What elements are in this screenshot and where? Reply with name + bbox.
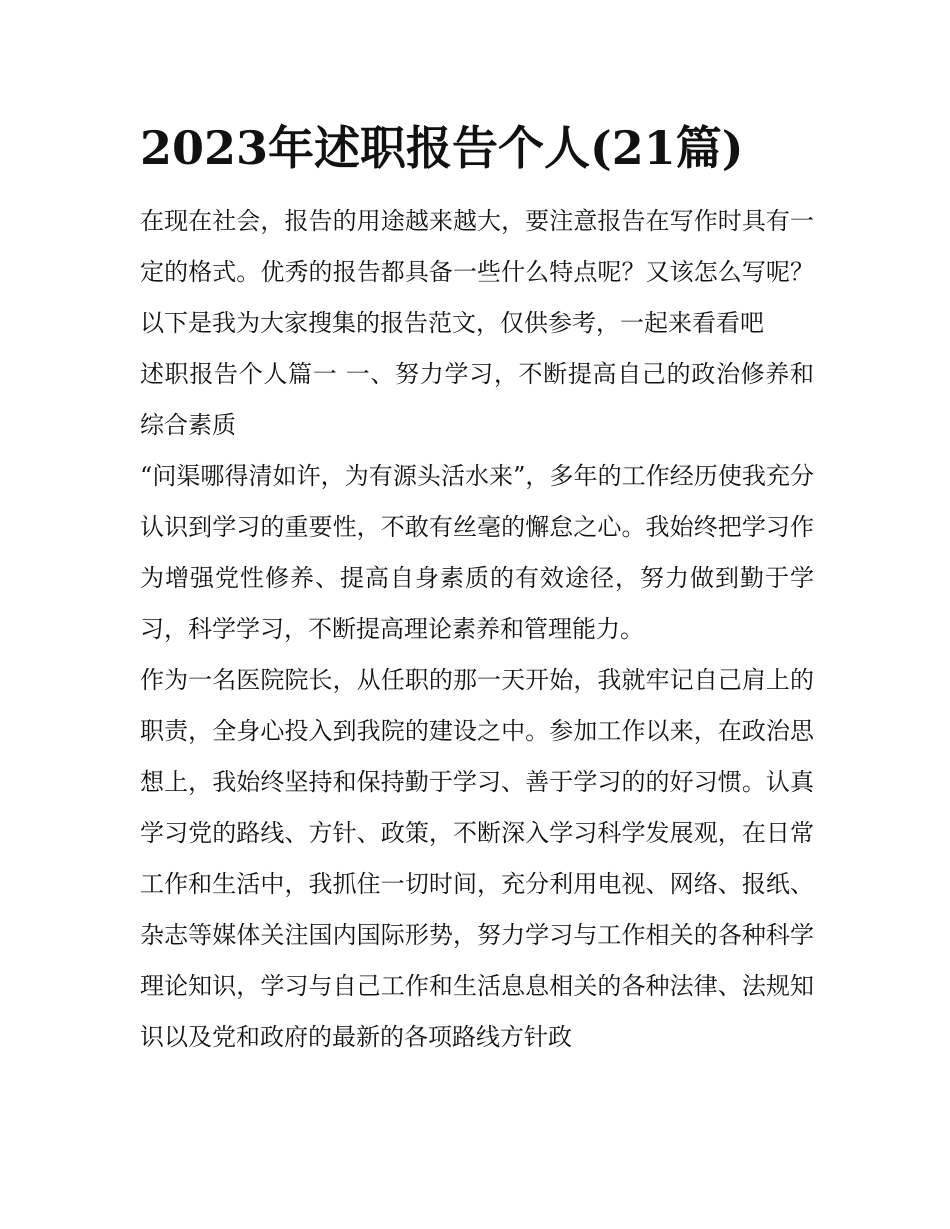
- quote-paragraph: “问渠哪得清如许，为有源头活水来”，多年的工作经历使我充分认识到学习的重要性，不敢有丝毫的懈怠之心。我始终把学习作为增强党性修养、提高自身素质的有效途径，努力做到勤于学习，科学学习，不断提高理论素养和管理能力。: [140, 462, 814, 643]
- intro-paragraph: 在现在社会，报告的用途越来越大，要注意报告在写作时具有一定的格式。优秀的报告都具备一些什么特点呢？又该怎么写呢？以下是我为大家搜集的报告范文，仅供参考，一起来看看吧: [140, 207, 814, 337]
- section-heading-paragraph: 述职报告个人篇一 一、努力学习，不断提高自己的政治修养和综合素质: [140, 360, 814, 439]
- document-title: 2023年述职报告个人(21篇): [140, 121, 744, 175]
- document-body: [140, 118, 814, 1063]
- body-paragraph: 作为一名医院院长，从任职的那一天开始，我就牢记自己肩上的职责，全身心投入到我院的建设之中。参加工作以来，在政治思想上，我始终坚持和保持勤于学习、善于学习的的好习惯。认真学习党的路线、方针、政策，不断深入学习科学发展观，在日常工作和生活中，我抓住一切时间，充分利用电视、网络、报纸、杂志等媒体关注国内国际形势，努力学习与工作相关的各种科学理论知识，学习与自己工作和生活息息相关的各种法律、法规知识以及党和政府的最新的各项路线方针政: [140, 666, 814, 1051]
